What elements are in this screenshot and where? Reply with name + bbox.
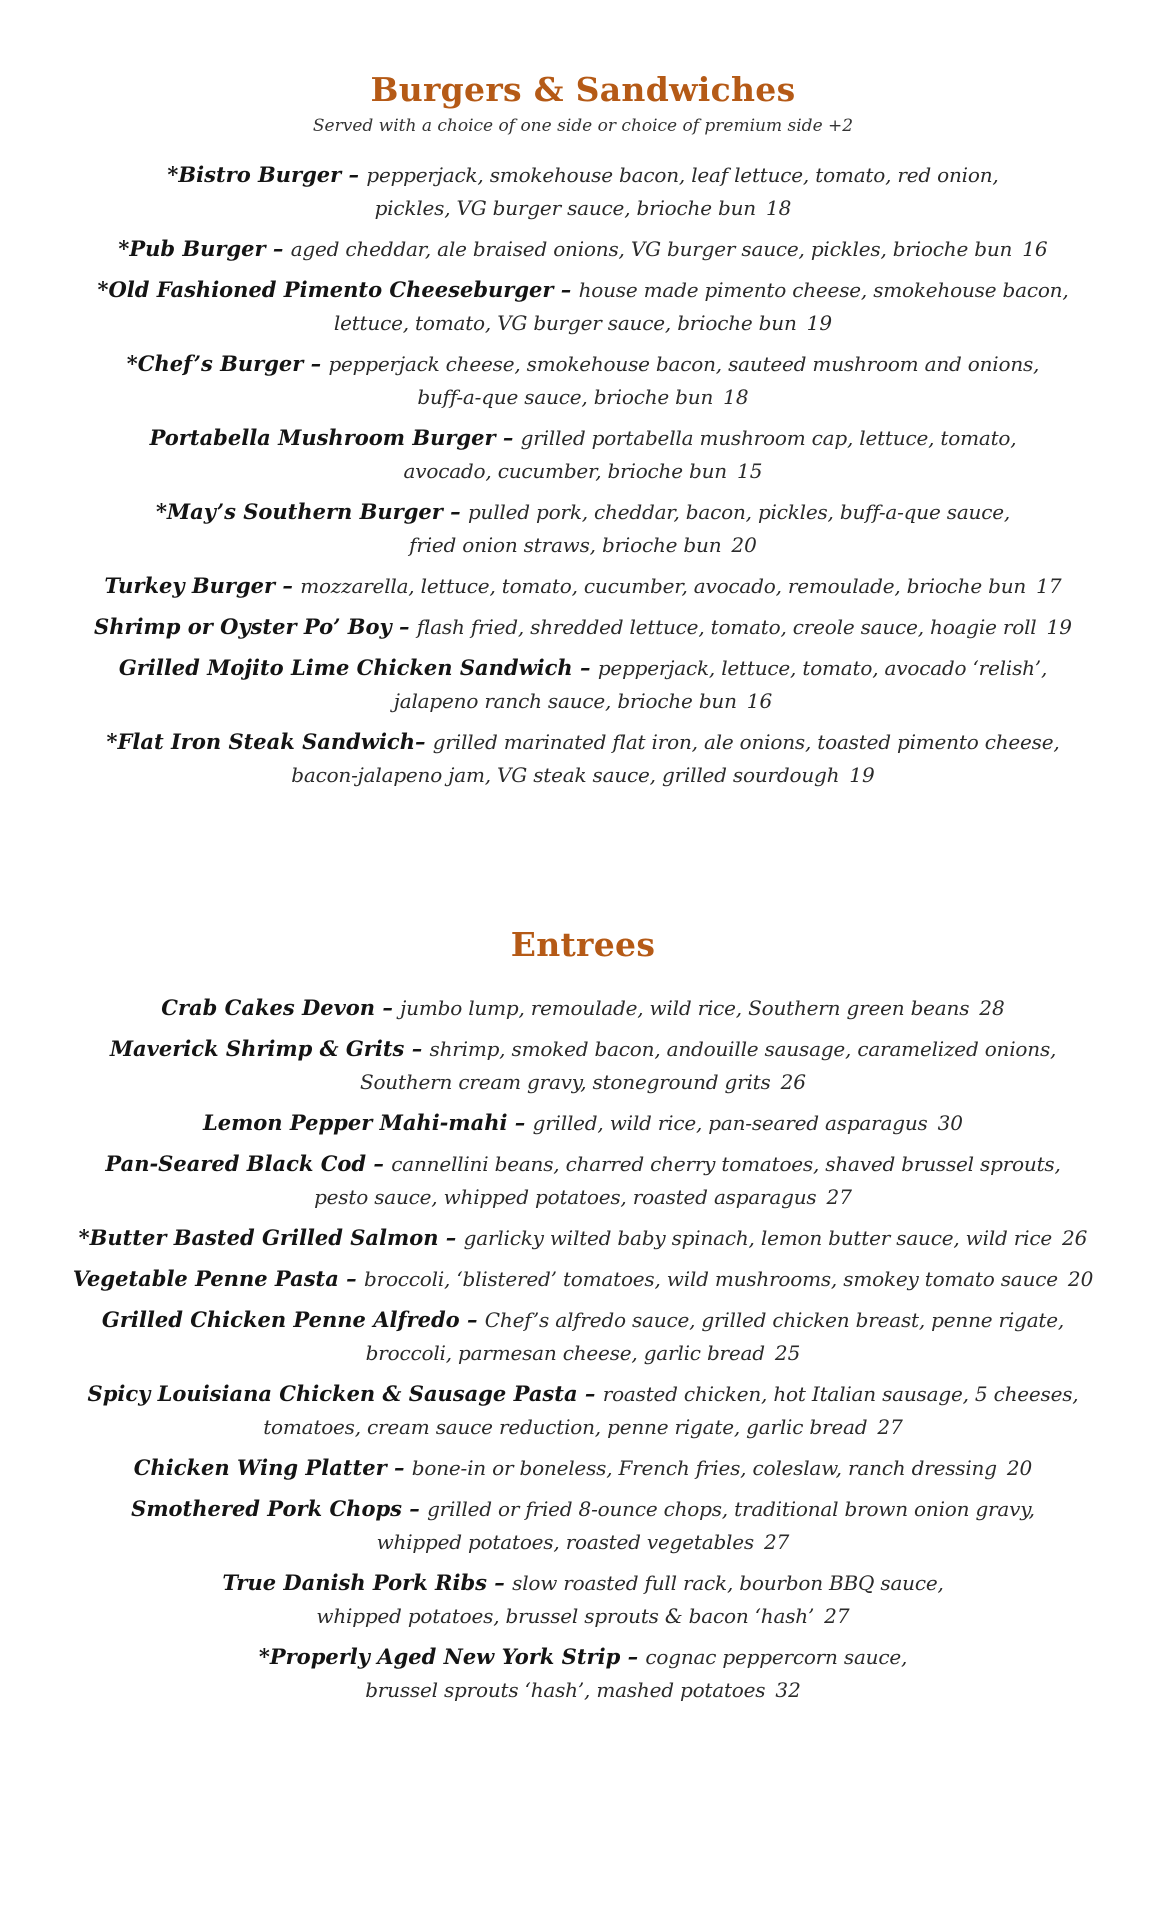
menu-item-line	[60, 529, 1106, 562]
menu-item-price: 27	[763, 1530, 790, 1554]
menu-item	[60, 1640, 1106, 1707]
menu-item-line	[60, 232, 1106, 266]
menu-item-description: Southern cream gravy, stoneground grits	[359, 1070, 771, 1094]
menu-item-separator: –	[401, 1496, 428, 1521]
menu-item-description: roasted chicken, hot Italian sausage, 5 cheeses,	[602, 1382, 1079, 1406]
menu-item-description: pepperjack, smokehouse bacon, leaf lettuce, tomato, red onion,	[366, 163, 999, 187]
menu-item-description: flash fried, shredded lettuce, tomato, creole sauce, hoagie roll	[416, 615, 1037, 639]
menu-item-line	[60, 273, 1106, 307]
menu-item	[60, 1492, 1106, 1559]
menu-item-separator: –	[487, 1570, 513, 1595]
menu-item-price: 19	[849, 763, 875, 787]
menu-item-price: 28	[979, 996, 1005, 1020]
menu-item-description: pulled pork, cheddar, bacon, pickles, buff-a-que sauce,	[467, 500, 1011, 524]
menu-item	[60, 610, 1106, 644]
menu-item-name: Shrimp or Oyster Po’ Boy	[94, 614, 392, 639]
menu-item-line	[60, 347, 1106, 381]
menu-item-name: Lemon Pepper Mahi-mahi	[202, 1110, 508, 1135]
menu-item-line	[60, 1337, 1106, 1370]
menu-item-description: buff-a-que sauce, brioche bun	[417, 385, 714, 409]
menu-item-name: *Properly Aged New York Strip	[258, 1644, 621, 1669]
menu-item-line	[60, 307, 1106, 340]
menu-item-name: *Bistro Burger	[167, 162, 342, 187]
menu-items-list	[60, 991, 1106, 1707]
menu-item-price: 27	[824, 1604, 850, 1628]
menu-item-line	[60, 759, 1106, 792]
menu-item-price: 18	[723, 385, 749, 409]
menu-item-description: aged cheddar, ale braised onions, VG burger sauce, pickles, brioche bun	[290, 237, 1013, 261]
menu-item	[60, 273, 1106, 340]
menu-item-line	[60, 1377, 1106, 1411]
menu-item-price: 19	[1046, 615, 1072, 639]
menu-item	[60, 1147, 1106, 1214]
menu-item-line	[60, 381, 1106, 414]
menu-item-description: avocado, cucumber, brioche bun	[403, 459, 727, 483]
menu-item	[60, 725, 1106, 792]
menu-item-separator: –	[414, 729, 433, 754]
menu-item-description: garlicky wilted baby spinach, lemon butter sauce, wild rice	[463, 1226, 1052, 1250]
menu-item-price: 16	[746, 689, 773, 713]
menu-item-separator: –	[459, 1307, 485, 1332]
menu-item-line	[60, 1221, 1106, 1255]
menu-item	[60, 1262, 1106, 1296]
menu-item-name: *Chef’s Burger	[126, 351, 304, 376]
menu-item-line	[60, 1147, 1106, 1181]
menu-item-line	[60, 1640, 1106, 1674]
menu-item-name: Pan-Seared Black Cod	[105, 1151, 367, 1176]
menu-item-description: slow roasted full rack, bourbon BBQ sauce,	[512, 1571, 944, 1595]
menu-item-separator: –	[577, 1381, 603, 1406]
menu-item-name: Portabella Mushroom Burger	[149, 425, 496, 450]
menu-item	[60, 1377, 1106, 1444]
menu-item-name: Smothered Pork Chops	[131, 1496, 402, 1521]
menu-item-description: Chef’s alfredo sauce, grilled chicken breast, penne rigate,	[484, 1308, 1065, 1332]
menu-item-description: pesto sauce, whipped potatoes, roasted asparagus	[314, 1185, 817, 1209]
menu-item-description: grilled marinated flat iron, ale onions, toasted pimento cheese,	[432, 730, 1060, 754]
menu-item-line	[60, 192, 1106, 225]
menu-item	[60, 651, 1106, 718]
menu-item-description: fried onion straws, brioche bun	[409, 533, 722, 557]
menu-item-separator: –	[507, 1110, 533, 1135]
menu-item-name: Spicy Louisiana Chicken & Sausage Pasta	[87, 1381, 578, 1406]
menu-item	[60, 1106, 1106, 1140]
menu-item-line	[60, 1303, 1106, 1337]
menu-item-description: mozzarella, lettuce, tomato, cucumber, avocado, remoulade, brioche bun	[300, 574, 1027, 598]
menu-item-description: house made pimento cheese, smokehouse bacon,	[578, 278, 1069, 302]
menu-item	[60, 1221, 1106, 1255]
menu-item-description: whipped potatoes, roasted vegetables	[376, 1530, 754, 1554]
menu-item-separator: –	[495, 425, 521, 450]
menu-item-separator: –	[366, 1151, 392, 1176]
menu-item-line	[60, 685, 1106, 718]
menu-item-name: Crab Cakes Devon	[161, 995, 376, 1020]
menu-item-price: 27	[826, 1185, 852, 1209]
menu-item-description: grilled portabella mushroom cap, lettuce, tomato,	[520, 426, 1017, 450]
menu-item-separator: –	[338, 1266, 364, 1291]
menu-item	[60, 1032, 1106, 1099]
menu-item-price: 18	[765, 196, 792, 220]
menu-item-description: jalapeno ranch sauce, brioche bun	[393, 689, 737, 713]
menu-item-line	[60, 651, 1106, 685]
menu-item-price: 20	[1067, 1267, 1094, 1291]
menu-item-description: cannellini beans, charred cherry tomatoes, shaved brussel sprouts,	[391, 1152, 1061, 1176]
menu-item-description: pickles, VG burger sauce, brioche bun	[374, 196, 756, 220]
menu-item-description: grilled, wild rice, pan-seared asparagus	[532, 1111, 928, 1135]
menu-item-line	[60, 1411, 1106, 1444]
section-subtitle: Served with a choice of one side or choice of premium side +2	[312, 116, 854, 136]
menu-item-line	[60, 1526, 1106, 1559]
menu-item-line	[60, 1106, 1106, 1140]
section-title: Burgers & Sandwiches	[370, 70, 796, 109]
menu-item	[60, 232, 1106, 266]
menu-item-line	[60, 1600, 1106, 1633]
menu-item-line	[60, 421, 1106, 455]
menu-item-description: grilled or fried 8-ounce chops, traditional brown onion gravy,	[427, 1497, 1035, 1521]
menu-item-line	[60, 1262, 1106, 1296]
menu-item-separator: –	[386, 1455, 412, 1480]
menu-item-line	[60, 1066, 1106, 1099]
menu-item-price: 26	[1061, 1226, 1088, 1250]
menu-item-description: bone-in or boneless, French fries, coleslaw, ranch dressing	[411, 1456, 997, 1480]
menu-item-name: *Flat Iron Steak Sandwich	[106, 729, 415, 754]
menu-item-name: Turkey Burger	[104, 573, 276, 598]
menu-item-name: *Butter Basted Grilled Salmon	[78, 1225, 439, 1250]
menu-item-separator: –	[275, 573, 301, 598]
menu-item-price: 19	[806, 311, 833, 335]
menu-item-description: lettuce, tomato, VG burger sauce, brioche bun	[333, 311, 797, 335]
menu-item-description: whipped potatoes, brussel sprouts & bacon ‘hash’	[316, 1604, 815, 1628]
menu-item-description: jumbo lump, remoulade, wild rice, Southern green beans	[400, 996, 970, 1020]
menu-item	[60, 158, 1106, 225]
menu-item-price: 32	[775, 1678, 801, 1702]
menu-item-separator: –	[265, 236, 291, 261]
menu-item	[60, 1451, 1106, 1485]
menu-item-name: Chicken Wing Platter	[133, 1455, 387, 1480]
menu-item-description: bacon-jalapeno jam, VG steak sauce, grilled sourdough	[291, 763, 840, 787]
menu-item-description: pepperjack cheese, smokehouse bacon, sauteed mushroom and onions,	[328, 352, 1040, 376]
menu-item-line	[60, 1451, 1106, 1485]
menu-item-price: 26	[780, 1070, 807, 1094]
menu-item-price: 16	[1022, 237, 1048, 261]
entrees-section	[60, 925, 1106, 1707]
menu-item-separator: –	[620, 1644, 646, 1669]
menu-item	[60, 1303, 1106, 1370]
menu-item	[60, 569, 1106, 603]
menu-item-line	[60, 569, 1106, 603]
menu-item-separator: –	[442, 499, 468, 524]
menu-item-line	[60, 991, 1106, 1025]
menu-item-separator: –	[438, 1225, 464, 1250]
menu-item-line	[60, 1566, 1106, 1600]
menu-item-description: pepperjack, lettuce, tomato, avocado ‘relish’,	[597, 656, 1048, 680]
menu-item-line	[60, 1181, 1106, 1214]
menu-item	[60, 1566, 1106, 1633]
menu-item-line	[60, 495, 1106, 529]
menu-item-name: *Pub Burger	[118, 236, 266, 261]
menu-item-separator: –	[391, 614, 417, 639]
burgers-section	[60, 70, 1106, 792]
menu-item-price: 20	[731, 533, 757, 557]
menu-item-name: Vegetable Penne Pasta	[72, 1266, 339, 1291]
menu-item-line	[60, 158, 1106, 192]
menu-item-description: brussel sprouts ‘hash’, mashed potatoes	[365, 1678, 766, 1702]
menu-item-description: broccoli, parmesan cheese, garlic bread	[365, 1341, 765, 1365]
menu-item-description: shrimp, smoked bacon, andouille sausage, caramelized onions,	[429, 1037, 1057, 1061]
menu-item-line	[60, 455, 1106, 488]
menu-item-price: 25	[774, 1341, 801, 1365]
menu-item-line	[60, 610, 1106, 644]
menu-item-description: cognac peppercorn sauce,	[645, 1645, 908, 1669]
menu-item-name: *Old Fashioned Pimento Cheeseburger	[97, 277, 554, 302]
menu-item	[60, 347, 1106, 414]
menu-item-separator: –	[375, 995, 401, 1020]
menu-item-name: Grilled Chicken Penne Alfredo	[101, 1307, 460, 1332]
menu-item-separator: –	[404, 1036, 430, 1061]
menu-item-line	[60, 725, 1106, 759]
menu-item-price: 20	[1006, 1456, 1033, 1480]
menu-item	[60, 421, 1106, 488]
menu-item-price: 27	[877, 1415, 903, 1439]
menu-item-name: Maverick Shrimp & Grits	[109, 1036, 405, 1061]
menu-item-price: 17	[1036, 574, 1062, 598]
menu-item-description: tomatoes, cream sauce reduction, penne rigate, garlic bread	[263, 1415, 868, 1439]
menu-item	[60, 495, 1106, 562]
section-title: Entrees	[510, 925, 656, 964]
menu-item-separator: –	[572, 655, 598, 680]
menu-item-separator: –	[553, 277, 579, 302]
menu-item-separator: –	[303, 351, 329, 376]
menu-item-separator: –	[341, 162, 367, 187]
menu-item-name: *May’s Southern Burger	[155, 499, 443, 524]
menu-item-name: True Danish Pork Ribs	[222, 1570, 487, 1595]
menu-item	[60, 991, 1106, 1025]
menu-items-list	[60, 158, 1106, 792]
menu-item-line	[60, 1674, 1106, 1707]
menu-item-price: 15	[736, 459, 763, 483]
menu-item-price: 30	[937, 1111, 964, 1135]
menu-item-line	[60, 1492, 1106, 1526]
menu-item-line	[60, 1032, 1106, 1066]
menu-item-description: broccoli, ‘blistered’ tomatoes, wild mushrooms, smokey tomato sauce	[363, 1267, 1058, 1291]
menu-item-name: Grilled Mojito Lime Chicken Sandwich	[118, 655, 573, 680]
